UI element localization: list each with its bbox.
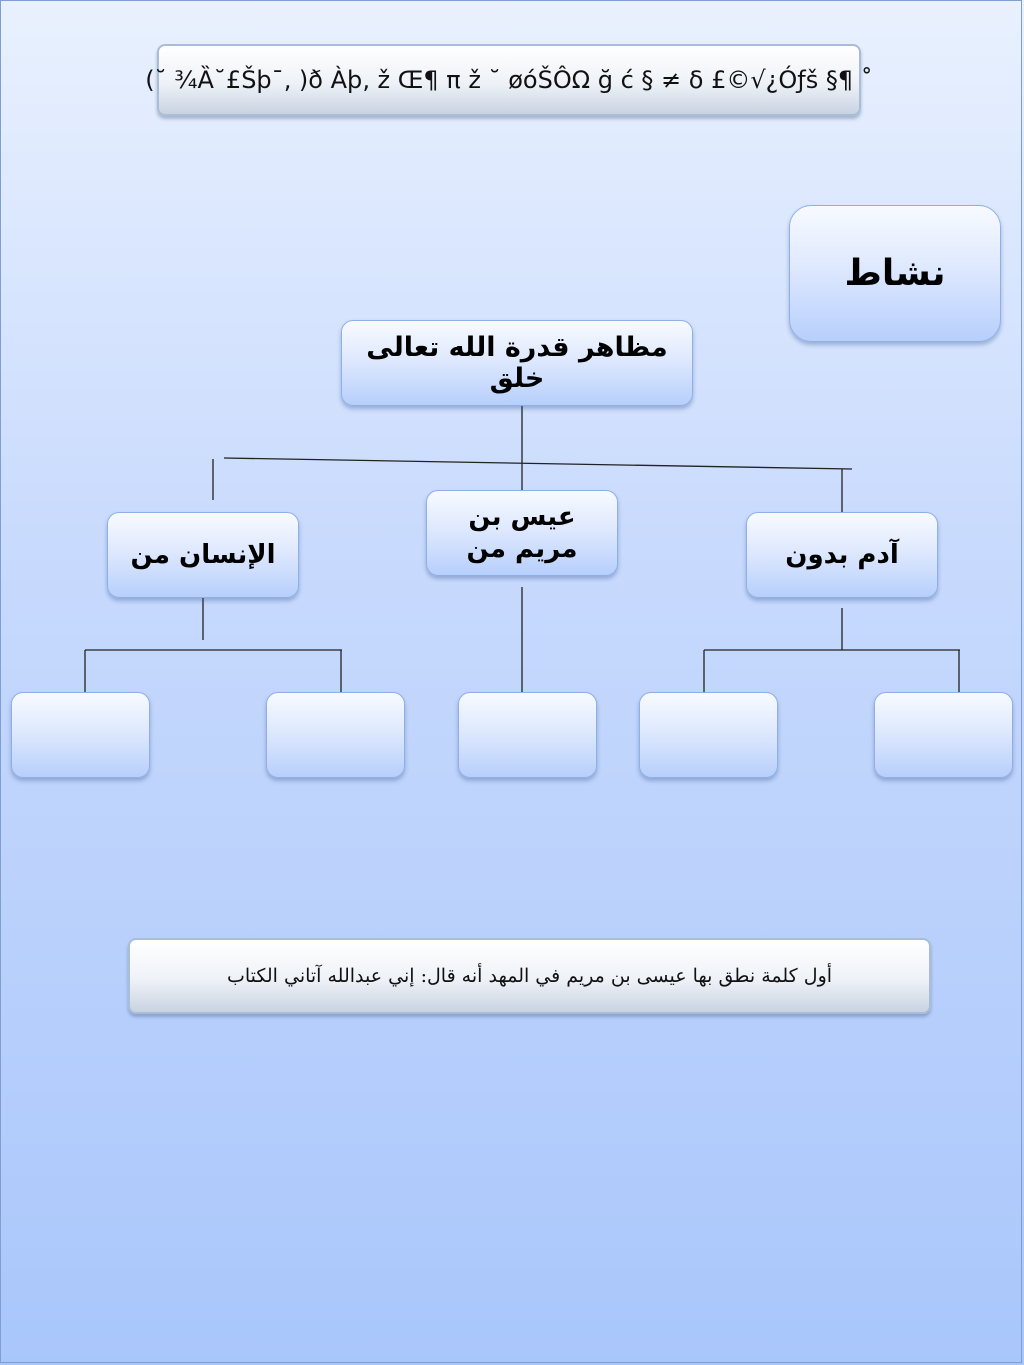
header-title: (˘ ¾Ȁ˘£Šþ¯‚ )ð Àþ‚ ž Œ¶ π ž ˘ øóŠÔΩ ğ ć § ≠ δ £©√¿Óƒš §¶ ˚: [145, 66, 873, 94]
footer-note: أول كلمة نطق بها عيسى بن مريم في المهد أنه قال: إني عبدالله آتاني الكتاب: [226, 965, 833, 987]
branch-node-isa: [426, 490, 618, 576]
leaf-node: [639, 692, 778, 778]
leaf-node: [874, 692, 1013, 778]
connector-bus: [224, 458, 852, 469]
footer-note-banner: [128, 938, 931, 1014]
branch-node-adam: [746, 512, 938, 598]
root-label: مظاهر قدرة الله تعالى خلق: [366, 332, 668, 394]
branch-label-isa: عيس بن مريم من: [466, 501, 578, 564]
branch-node-human: [107, 512, 299, 598]
leaf-node: [11, 692, 150, 778]
root-node: [341, 320, 693, 406]
activity-title: نشاط: [844, 253, 946, 294]
leaf-node: [266, 692, 405, 778]
leaf-node: [458, 692, 597, 778]
branch-label-adam: آدم بدون: [785, 539, 899, 570]
branch-label-human: الإنسان من: [130, 539, 276, 570]
